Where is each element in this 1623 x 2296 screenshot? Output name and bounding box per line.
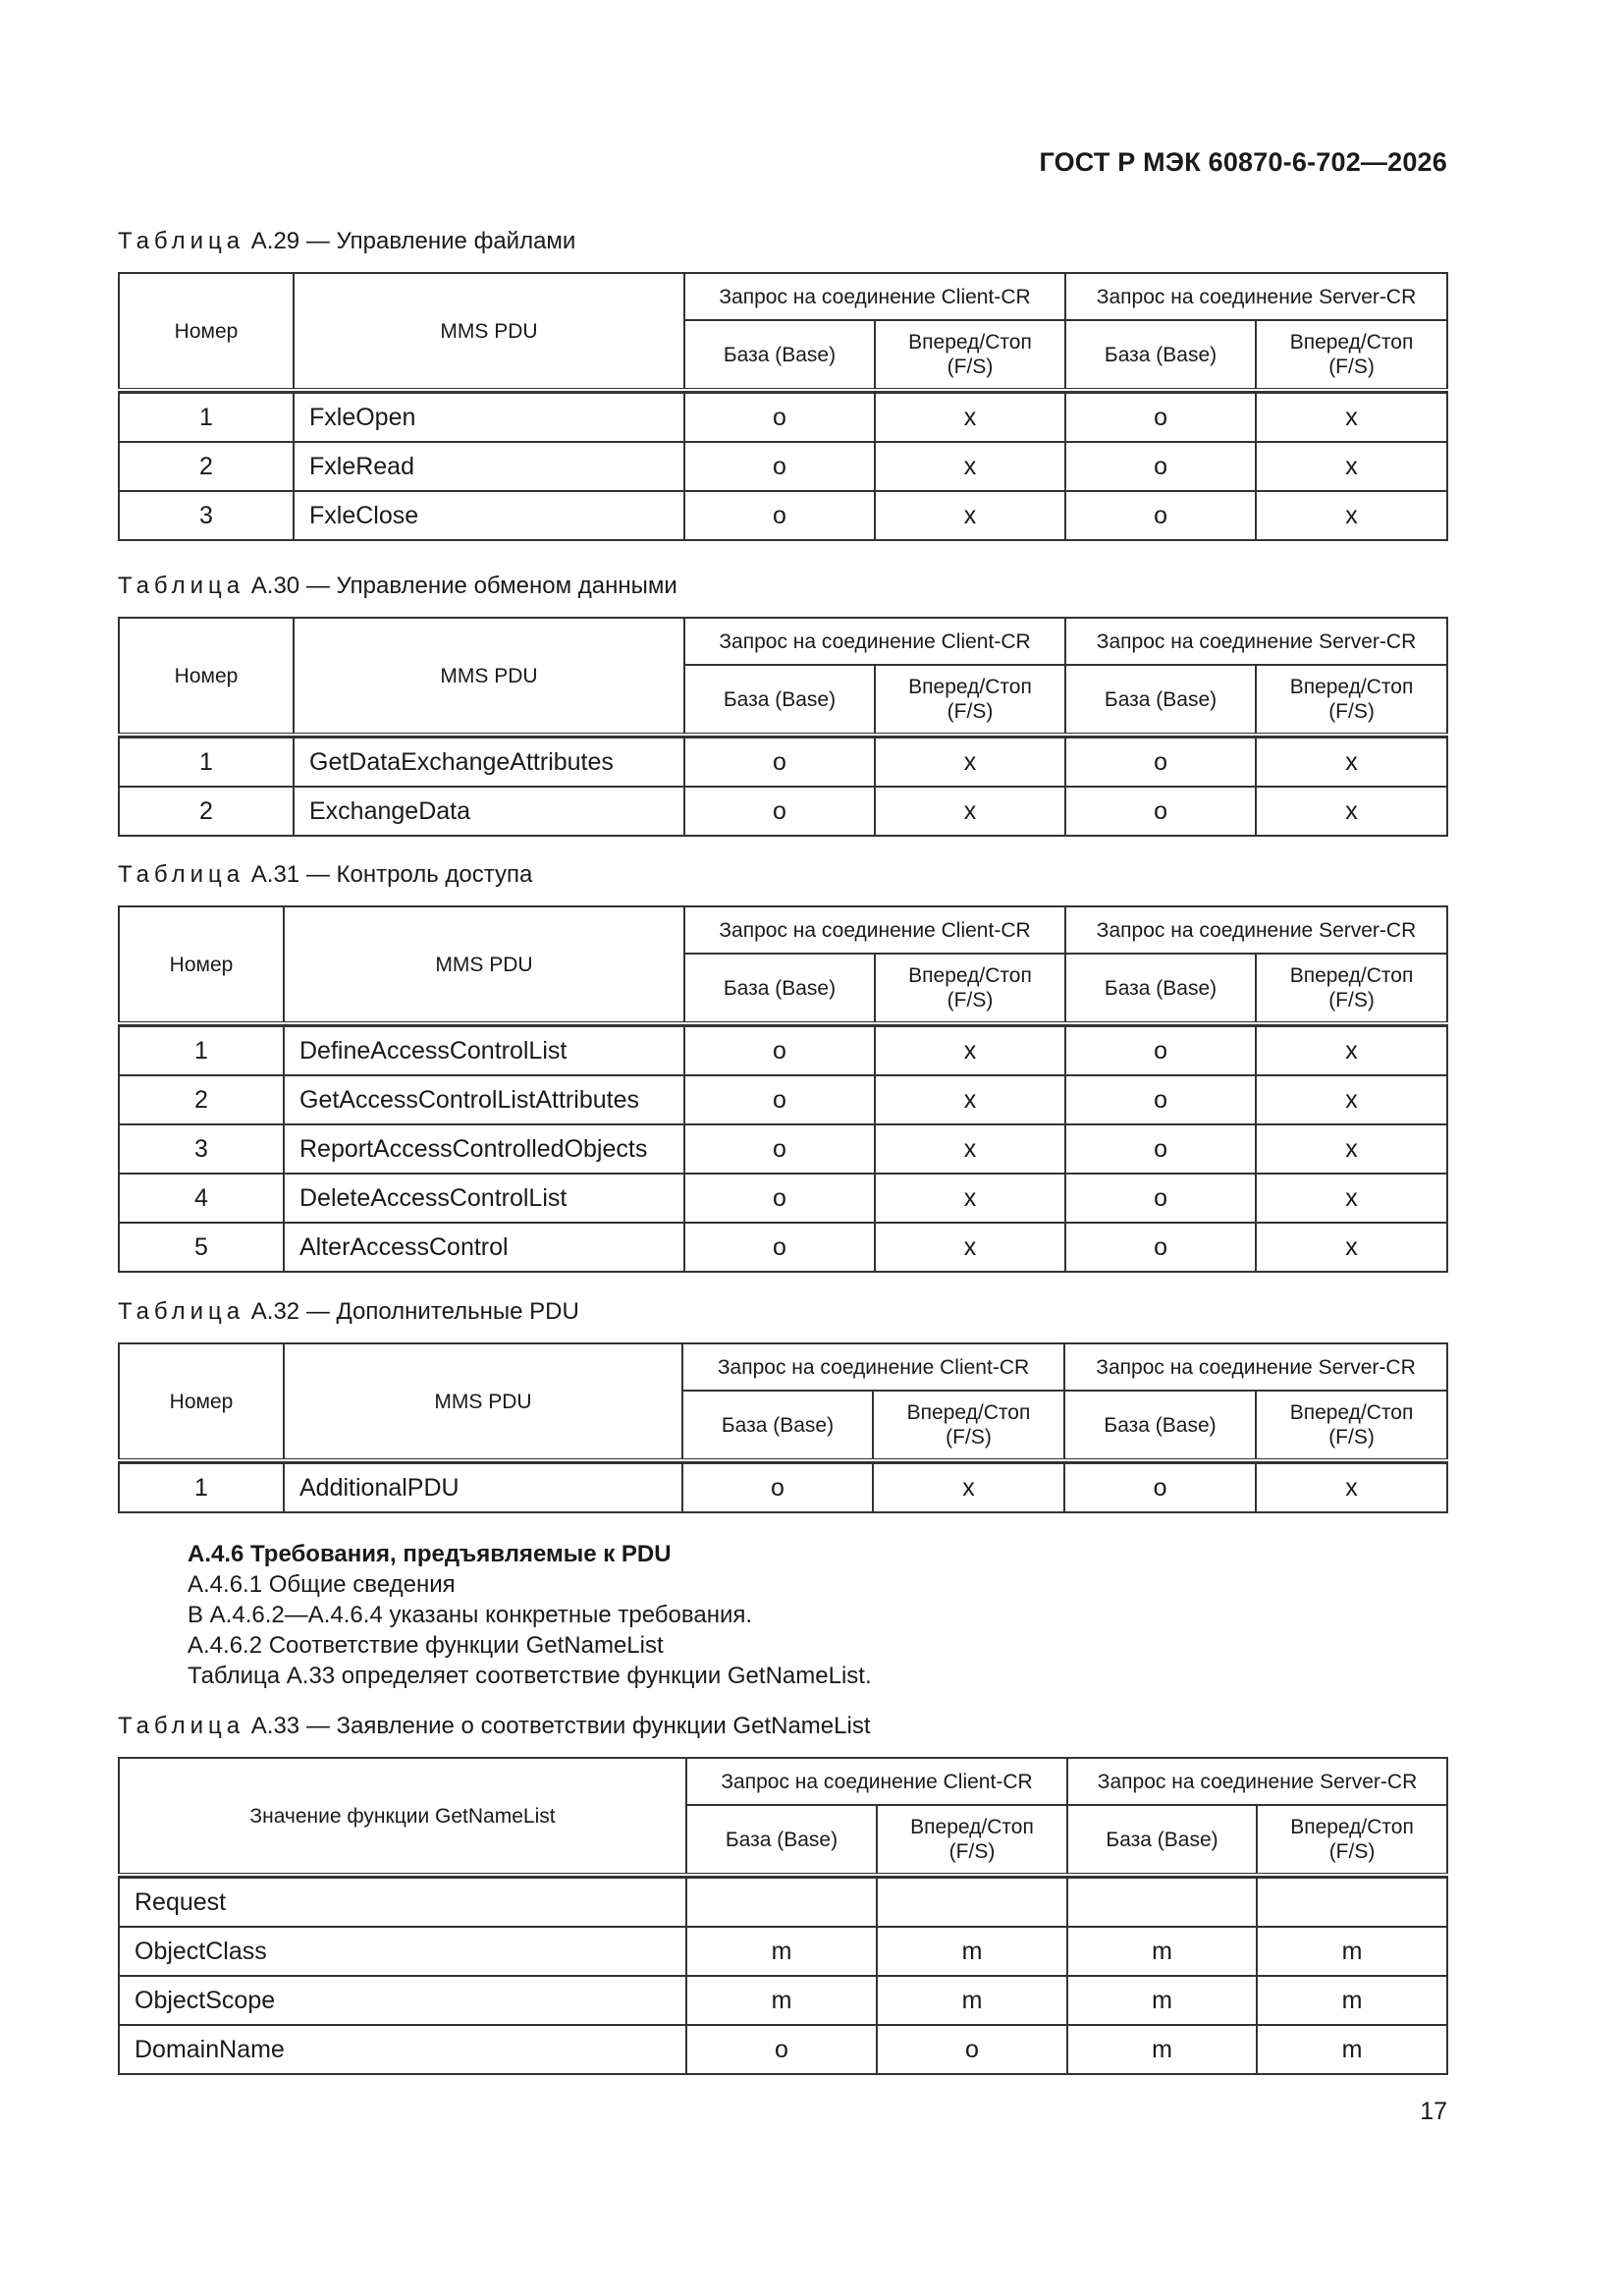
caption-lead: Таблица [118, 861, 245, 888]
server-base-value: m [1067, 1927, 1257, 1976]
header-client-cr: Запрос на соединение Client-CR [682, 1343, 1064, 1391]
header-server-cr: Запрос на соединение Server-CR [1064, 1343, 1447, 1391]
client-fs-value: m [877, 1927, 1067, 1976]
server-fs-value: x [1256, 491, 1447, 540]
table-caption [118, 861, 532, 889]
client-base-value: o [684, 491, 875, 540]
header-server-fs: Вперед/Стоп (F/S) [1257, 1805, 1447, 1875]
client-base-value: o [684, 787, 875, 836]
client-base-value: o [686, 2025, 877, 2074]
table-row [119, 1927, 1447, 1976]
row-number: 2 [119, 1075, 284, 1124]
server-fs-value: x [1256, 1026, 1447, 1075]
mms-pdu-name: GetAccessControlListAttributes [284, 1075, 684, 1124]
row-number: 3 [119, 1124, 284, 1174]
server-fs-value: m [1257, 2025, 1447, 2074]
page-number: 17 [1420, 2098, 1447, 2125]
header-client-cr: Запрос на соединение Client-CR [684, 906, 1065, 954]
client-base-value: o [684, 1075, 875, 1124]
table-row [119, 787, 1447, 836]
header-client-fs: Вперед/Стоп (F/S) [875, 954, 1065, 1023]
header-server-base: База (Base) [1064, 1391, 1256, 1460]
header-client-base: База (Base) [684, 320, 875, 390]
header-server-cr: Запрос на соединение Server-CR [1065, 273, 1447, 320]
row-number: 4 [119, 1174, 284, 1223]
header-number: Номер [119, 618, 294, 735]
header-server-cr: Запрос на соединение Server-CR [1065, 906, 1447, 954]
document-header: ГОСТ Р МЭК 60870-6-702—2026 [1039, 147, 1447, 177]
getnamelist-value-name: Request [119, 1878, 686, 1927]
header-client-fs: Вперед/Стоп (F/S) [877, 1805, 1067, 1875]
header-client-base: База (Base) [686, 1805, 877, 1875]
client-base-value: m [686, 1976, 877, 2025]
table-caption [118, 1298, 579, 1326]
header-server-base: База (Base) [1065, 320, 1256, 390]
header-client-cr: Запрос на соединение Client-CR [684, 618, 1065, 665]
row-number: 1 [119, 738, 294, 787]
server-fs-value: m [1257, 1976, 1447, 2025]
table-row [119, 393, 1447, 442]
client-base-value: o [684, 1124, 875, 1174]
client-fs-value: x [875, 442, 1065, 491]
client-base-value: o [682, 1463, 873, 1512]
header-server-fs: Вперед/Стоп (F/S) [1256, 320, 1447, 390]
section-heading: А.4.6 Требования, предъявляемые к PDU [188, 1541, 672, 1567]
header-server-fs: Вперед/Стоп (F/S) [1256, 665, 1447, 735]
table-caption [118, 573, 677, 600]
mms-pdu-name: AdditionalPDU [284, 1463, 682, 1512]
header-getnamelist-value: Значение функции GetNameList [119, 1758, 686, 1875]
row-number: 2 [119, 442, 294, 491]
row-number: 1 [119, 1463, 284, 1512]
client-fs-value: x [875, 738, 1065, 787]
client-base-value [686, 1878, 877, 1927]
table-row [119, 1026, 1447, 1075]
row-number: 5 [119, 1223, 284, 1272]
table-a31 [118, 905, 1448, 1273]
table-row [119, 1174, 1447, 1223]
mms-pdu-name: GetDataExchangeAttributes [294, 738, 684, 787]
paragraph: Таблица А.33 определяет соответствие функции GetNameList. [188, 1663, 872, 1689]
mms-pdu-name: FxleClose [294, 491, 684, 540]
server-fs-value: x [1256, 787, 1447, 836]
mms-pdu-name: ReportAccessControlledObjects [284, 1124, 684, 1174]
header-client-fs: Вперед/Стоп (F/S) [875, 665, 1065, 735]
client-fs-value: m [877, 1976, 1067, 2025]
client-fs-value: x [875, 1174, 1065, 1223]
table-row [119, 1075, 1447, 1124]
subsection-title: А.4.6.2 Соответствие функции GetNameList [188, 1632, 664, 1659]
client-base-value: o [684, 1174, 875, 1223]
client-base-value: o [684, 393, 875, 442]
server-base-value: o [1065, 787, 1256, 836]
table-row [119, 1463, 1447, 1512]
header-server-base: База (Base) [1065, 954, 1256, 1023]
header-number: Номер [119, 1343, 284, 1460]
caption-lead: Таблица [118, 228, 245, 254]
header-number: Номер [119, 273, 294, 390]
server-base-value: o [1065, 442, 1256, 491]
server-base-value: o [1065, 1075, 1256, 1124]
server-fs-value: x [1256, 1075, 1447, 1124]
table-row [119, 2025, 1447, 2074]
caption-text: А.32 — Дополнительные PDU [250, 1298, 579, 1325]
caption-text: А.29 — Управление файлами [250, 228, 576, 254]
client-fs-value: o [877, 2025, 1067, 2074]
table-row [119, 491, 1447, 540]
mms-pdu-name: DefineAccessControlList [284, 1026, 684, 1075]
table-row [119, 1976, 1447, 2025]
header-client-base: База (Base) [684, 665, 875, 735]
table-a32 [118, 1342, 1448, 1513]
caption-text: А.30 — Управление обменом данными [250, 573, 677, 599]
client-base-value: o [684, 738, 875, 787]
caption-text: А.33 — Заявление о соответствии функции GetNameList [250, 1713, 871, 1739]
server-fs-value: x [1256, 442, 1447, 491]
mms-pdu-name: ExchangeData [294, 787, 684, 836]
client-fs-value: x [875, 1223, 1065, 1272]
server-base-value: o [1065, 393, 1256, 442]
paragraph: В А.4.6.2—А.4.6.4 указаны конкретные требования. [188, 1602, 753, 1628]
table-caption [118, 1713, 870, 1740]
header-client-base: База (Base) [684, 954, 875, 1023]
row-number: 3 [119, 491, 294, 540]
header-server-base: База (Base) [1065, 665, 1256, 735]
header-client-cr: Запрос на соединение Client-CR [684, 273, 1065, 320]
server-fs-value: x [1256, 1174, 1447, 1223]
caption-lead: Таблица [118, 573, 245, 599]
client-base-value: o [684, 442, 875, 491]
client-fs-value: x [875, 393, 1065, 442]
header-mms-pdu: MMS PDU [284, 906, 684, 1023]
header-mms-pdu: MMS PDU [284, 1343, 682, 1460]
header-client-base: База (Base) [682, 1391, 873, 1460]
server-base-value: o [1065, 1026, 1256, 1075]
server-fs-value: x [1256, 738, 1447, 787]
mms-pdu-name: FxleRead [294, 442, 684, 491]
server-base-value: o [1065, 738, 1256, 787]
client-fs-value: x [875, 491, 1065, 540]
caption-text: А.31 — Контроль доступа [250, 861, 533, 888]
header-client-fs: Вперед/Стоп (F/S) [873, 1391, 1064, 1460]
header-client-fs: Вперед/Стоп (F/S) [875, 320, 1065, 390]
header-server-fs: Вперед/Стоп (F/S) [1256, 1391, 1447, 1460]
table-caption [118, 228, 575, 255]
header-mms-pdu: MMS PDU [294, 273, 684, 390]
server-base-value: m [1067, 1976, 1257, 2025]
table-a33 [118, 1757, 1448, 2075]
header-number: Номер [119, 906, 284, 1023]
server-base-value: o [1065, 1124, 1256, 1174]
server-base-value [1067, 1878, 1257, 1927]
header-mms-pdu: MMS PDU [294, 618, 684, 735]
server-base-value: o [1064, 1463, 1256, 1512]
table-row [119, 1878, 1447, 1927]
row-number: 2 [119, 787, 294, 836]
client-base-value: o [684, 1223, 875, 1272]
getnamelist-value-name: DomainName [119, 2025, 686, 2074]
header-server-base: База (Base) [1067, 1805, 1257, 1875]
mms-pdu-name: FxleOpen [294, 393, 684, 442]
table-row [119, 1124, 1447, 1174]
caption-lead: Таблица [118, 1713, 245, 1739]
table-a30 [118, 617, 1448, 837]
table-row [119, 442, 1447, 491]
client-fs-value: x [875, 1075, 1065, 1124]
mms-pdu-name: DeleteAccessControlList [284, 1174, 684, 1223]
server-base-value: o [1065, 1223, 1256, 1272]
section-a46 [188, 1539, 872, 1691]
server-fs-value: x [1256, 393, 1447, 442]
server-fs-value: x [1256, 1463, 1447, 1512]
row-number: 1 [119, 393, 294, 442]
client-fs-value: x [875, 1026, 1065, 1075]
client-base-value: m [686, 1927, 877, 1976]
client-fs-value: x [873, 1463, 1064, 1512]
server-fs-value [1257, 1878, 1447, 1927]
header-server-fs: Вперед/Стоп (F/S) [1256, 954, 1447, 1023]
mms-pdu-name: AlterAccessControl [284, 1223, 684, 1272]
getnamelist-value-name: ObjectClass [119, 1927, 686, 1976]
table-row [119, 738, 1447, 787]
server-base-value: m [1067, 2025, 1257, 2074]
subsection-title: А.4.6.1 Общие сведения [188, 1571, 456, 1598]
server-base-value: o [1065, 1174, 1256, 1223]
server-fs-value: x [1256, 1223, 1447, 1272]
caption-lead: Таблица [118, 1298, 245, 1325]
header-server-cr: Запрос на соединение Server-CR [1065, 618, 1447, 665]
header-server-cr: Запрос на соединение Server-CR [1067, 1758, 1447, 1805]
client-fs-value: x [875, 1124, 1065, 1174]
header-client-cr: Запрос на соединение Client-CR [686, 1758, 1067, 1805]
client-base-value: o [684, 1026, 875, 1075]
server-fs-value: x [1256, 1124, 1447, 1174]
client-fs-value [877, 1878, 1067, 1927]
server-base-value: o [1065, 491, 1256, 540]
client-fs-value: x [875, 787, 1065, 836]
table-a29 [118, 272, 1448, 541]
server-fs-value: m [1257, 1927, 1447, 1976]
getnamelist-value-name: ObjectScope [119, 1976, 686, 2025]
row-number: 1 [119, 1026, 284, 1075]
table-row [119, 1223, 1447, 1272]
